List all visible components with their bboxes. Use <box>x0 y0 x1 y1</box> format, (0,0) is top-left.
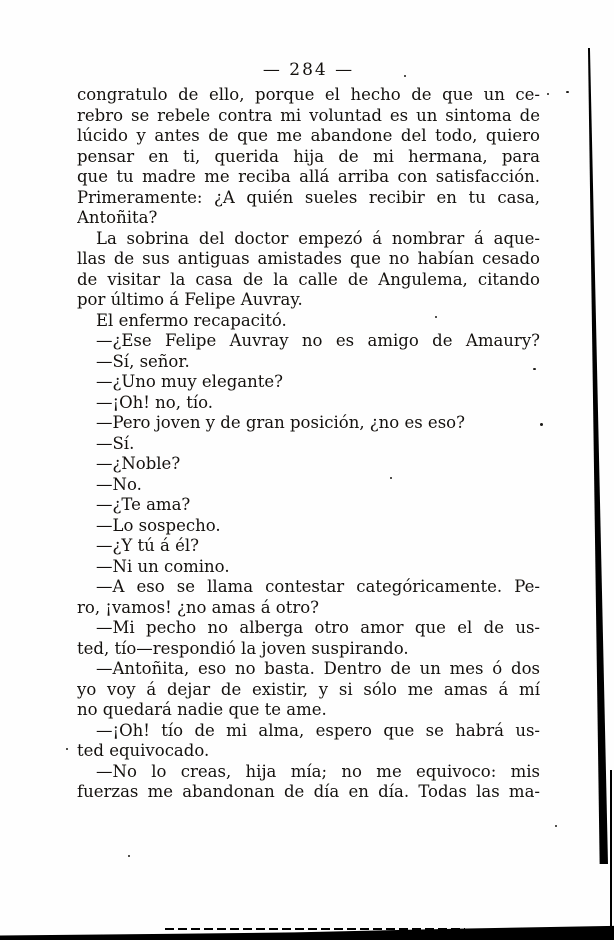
text-line: ted, tío—respondió la joven suspirando. <box>77 638 409 658</box>
text-line: —A eso se llama contestar categóricamente. Pe- <box>96 577 540 596</box>
text-line: —¡Oh! tío de mi alma, espero que se habrá us- <box>96 720 540 740</box>
scan-edge-bottom <box>0 924 614 940</box>
scan-speck <box>540 423 543 426</box>
text-line: lúcido y antes de que me abandone del todo, quiero <box>77 126 540 145</box>
text-line: pensar en ti, querida hija de mi hermana, para <box>77 146 540 166</box>
text-line: no quedará nadie que te ame. <box>77 700 327 719</box>
scan-edge-right <box>586 48 608 864</box>
text-line: —¿Ese Felipe Auvray no es amigo de Amaury? <box>96 331 540 350</box>
text-line: —Mi pecho no alberga otro amor que el de us- <box>96 618 540 637</box>
scan-speck <box>128 855 130 857</box>
text-line: —¿Y tú á él? <box>96 536 199 555</box>
scan-speck <box>547 93 549 95</box>
text-line: congratulo de ello, porque el hecho de que un ce- <box>77 85 540 104</box>
text-column <box>77 59 540 803</box>
scan-speck <box>66 748 68 750</box>
text-line: yo voy á dejar de existir, y si sólo me amas á mí <box>77 679 540 699</box>
text-line: llas de sus antiguas amistades que no habían cesado <box>77 249 540 268</box>
text-line: —Antoñita, eso no basta. Dentro de un mes ó dos <box>96 659 540 678</box>
text-line: —¿Noble? <box>96 454 181 473</box>
text-line: por último á Felipe Auvray. <box>77 290 303 309</box>
text-line: de visitar la casa de la calle de Angulema, citando <box>77 269 540 289</box>
text-line: —No lo creas, hija mía; no me equivoco: mis <box>96 761 540 781</box>
text-line: —Pero joven y de gran posición, ¿no es eso? <box>96 413 465 432</box>
text-line: que tu madre me reciba allá arriba con satisfacción. <box>77 167 540 186</box>
text-line: La sobrina del doctor empezó á nombrar á aque- <box>96 228 540 248</box>
text-line: —Sí. <box>96 433 135 453</box>
text-line: ro, ¡vamos! ¿no amas á otro? <box>77 597 320 617</box>
scan-speck <box>404 75 406 77</box>
text-line: —¿Uno muy elegante? <box>96 372 283 391</box>
page-number: — 284 — <box>262 60 355 80</box>
text-line: El enfermo recapacitó. <box>96 310 287 330</box>
text-line: Antoñita? <box>77 208 158 227</box>
text-line: Primeramente: ¿A quién sueles recibir en tu casa, <box>77 187 540 207</box>
scan-speck <box>566 91 569 93</box>
text-line: —No. <box>96 474 142 494</box>
scan-streak <box>165 928 465 930</box>
text-line: rebro se rebele contra mi voluntad es un sintoma de <box>77 105 540 125</box>
scan-speck <box>435 316 437 318</box>
text-line: —Lo sospecho. <box>96 515 221 535</box>
text-line: —Sí, señor. <box>96 351 190 371</box>
text-line: —¡Oh! no, tío. <box>96 392 214 412</box>
scan-speck <box>533 368 536 370</box>
text-line: —¿Te ama? <box>96 495 191 514</box>
text-line: fuerzas me abandonan de día en día. Todas las ma- <box>77 782 540 801</box>
text-line: —Ni un comino. <box>96 556 230 576</box>
text-line: ted equivocado. <box>77 741 210 760</box>
scan-edge-right-tail <box>610 770 612 940</box>
scan-speck <box>555 825 557 827</box>
body-text <box>77 85 540 803</box>
scan-speck <box>390 477 392 479</box>
